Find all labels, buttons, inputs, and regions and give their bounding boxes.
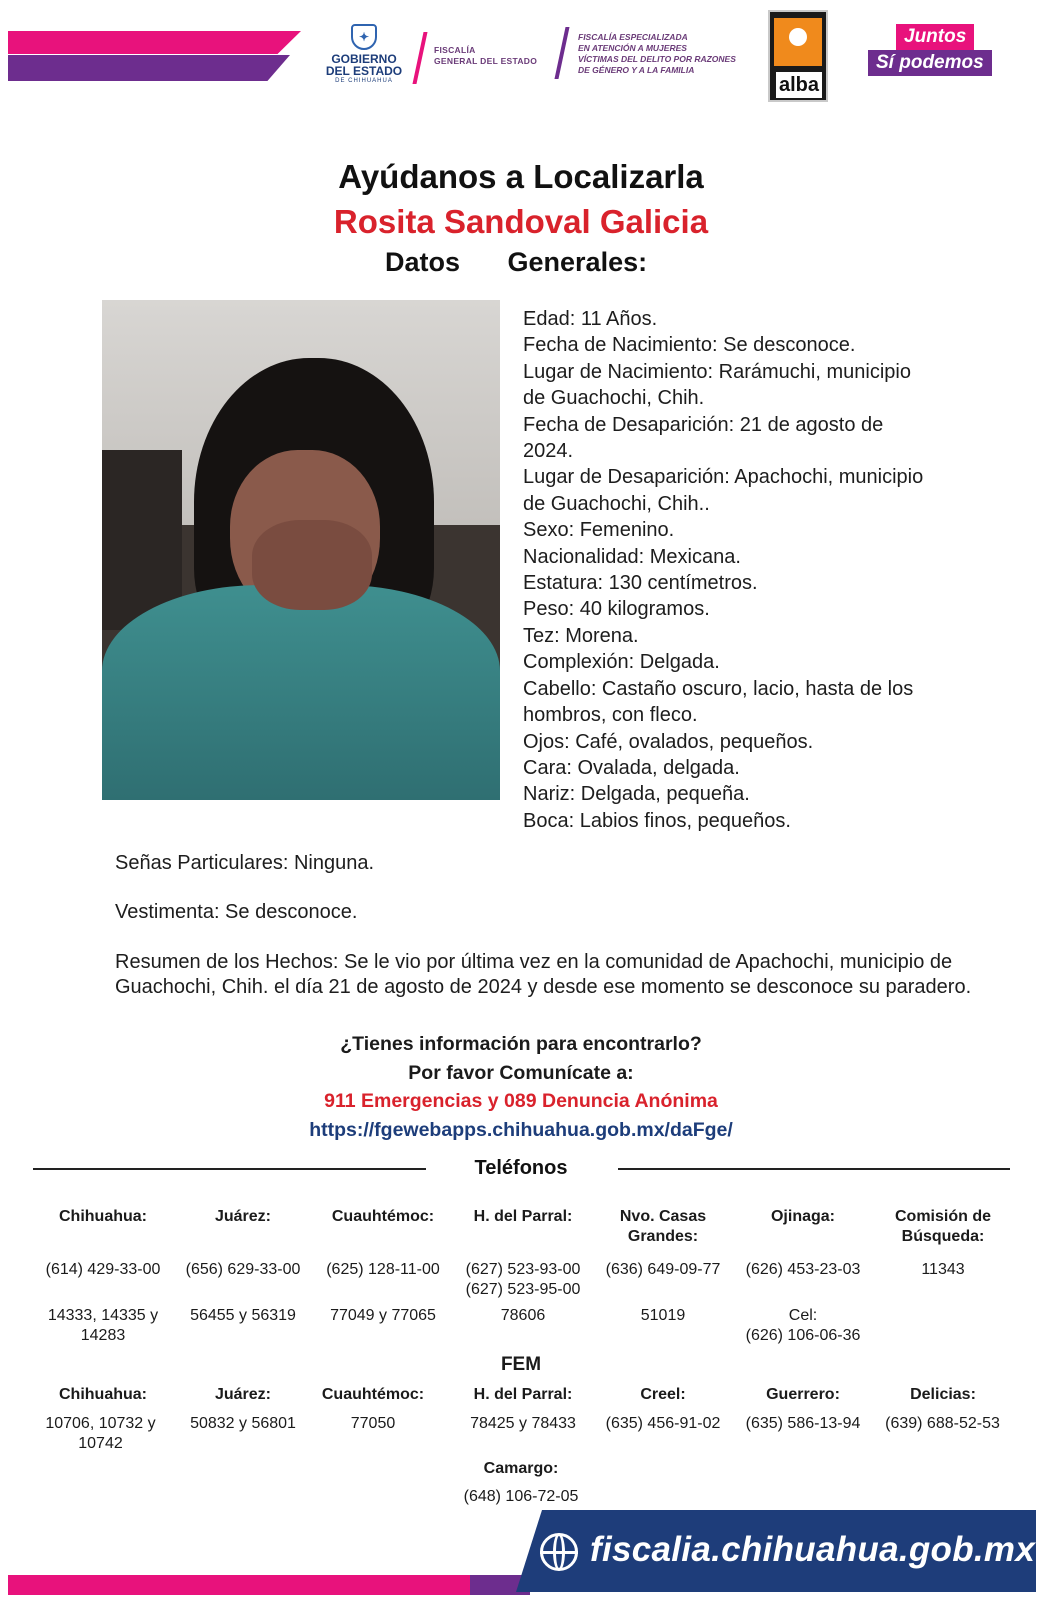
fem-line1: FISCALÍA ESPECIALIZADA [578, 32, 688, 42]
detail-line: Fecha de Desaparición: 21 de agosto de [523, 413, 884, 436]
header-pink-stripe [8, 31, 301, 54]
juntos-logo [868, 24, 1008, 78]
fem-header: Guerrero: [766, 1386, 840, 1403]
detail-line: 2024. [523, 440, 574, 463]
tel-cell: 14333, 14335 y 14283 [47, 1307, 159, 1344]
person-name: Rosita Sandoval Galicia [333, 203, 709, 240]
fem-title: FEM [500, 1354, 542, 1375]
fem-cell: (635) 586-13-94 [745, 1415, 861, 1432]
protocolo-alba-logo [768, 10, 828, 102]
vestimenta: Vestimenta: Se desconoce. [115, 901, 358, 923]
fem-logo [578, 32, 736, 76]
detail-line: Lugar de Desaparición: Apachochi, municipio [523, 466, 924, 489]
emergency-numbers: 911 Emergencias y 089 Denuncia Anónima [324, 1090, 718, 1112]
missing-person-photo [102, 300, 500, 800]
tel-header: Cuauhtémoc: [331, 1208, 435, 1225]
camargo-phone: (648) 106-72-05 [463, 1488, 579, 1505]
fem-cell: 78425 y 78433 [470, 1415, 576, 1432]
details-list [523, 306, 993, 834]
camargo-label: Camargo: [483, 1460, 559, 1477]
detail-line: Cabello: Castaño oscuro, lacio, hasta de los [523, 677, 914, 700]
fiscalia-logo [434, 45, 537, 67]
detail-line: de Guachochi, Chih. [523, 387, 705, 410]
detail-line: Estatura: 130 centímetros. [523, 572, 758, 595]
tel-cell: (636) 649-09-77 [605, 1261, 721, 1278]
alba-word: alba [776, 72, 822, 98]
tel-cell: Cel: (626) 106-06-36 [745, 1307, 861, 1344]
detail-line: Sexo: Femenino. [523, 519, 675, 542]
divider-slash-purple [554, 27, 569, 79]
fem-header: Chihuahua: [59, 1386, 147, 1403]
tel-cell: 51019 [640, 1307, 686, 1324]
detail-line: Nacionalidad: Mexicana. [523, 545, 741, 568]
fem-header: Cuauhtémoc: [321, 1386, 425, 1403]
detail-line: Edad: 11 Años. [523, 308, 658, 330]
contact-question: ¿Tienes información para encontrarlo? [340, 1033, 702, 1055]
fem-cell: 77050 [350, 1415, 396, 1432]
fem-line4: DE GÉNERO Y A LA FAMILIA [578, 65, 695, 75]
divider-slash [412, 32, 427, 84]
gobierno-line3: DE CHIHUAHUA [335, 78, 393, 84]
senas-particulares: Señas Particulares: Ninguna. [115, 852, 375, 874]
fiscalia-line1: FISCALÍA [434, 45, 476, 55]
tel-cell: 78606 [500, 1307, 546, 1324]
tel-cell: 77049 y 77065 [330, 1307, 436, 1324]
fem-cell: 10706, 10732 y 10742 [45, 1415, 156, 1452]
tel-cell: 56455 y 56319 [190, 1307, 296, 1324]
contact-please: Por favor Comunícate a: [408, 1062, 634, 1084]
footer-pink-stripe [8, 1575, 478, 1595]
fem-header: H. del Parral: [473, 1386, 573, 1403]
tel-header: Nvo. Casas Grandes: [619, 1208, 707, 1245]
fem-header: Creel: [640, 1386, 686, 1403]
header-purple-stripe [8, 55, 290, 81]
resumen-hechos [115, 950, 1015, 1000]
gobierno-line1: GOBIERNO [331, 52, 397, 66]
detail-line: Tez: Morena. [523, 624, 639, 647]
fem-cell: (639) 688-52-53 [885, 1415, 1000, 1432]
gobierno-line2: DEL ESTADO [325, 64, 403, 78]
fiscalia-line2: GENERAL DEL ESTADO [434, 56, 538, 66]
detail-line: Complexión: Delgada. [523, 651, 720, 674]
footer-website[interactable]: fiscalia.chihuahua.gob.mx [590, 1530, 1036, 1569]
tel-cell: (614) 429-33-00 [45, 1261, 161, 1278]
fem-line2: EN ATENCIÓN A MUJERES [578, 43, 687, 53]
detail-line: hombros, con fleco. [523, 704, 698, 727]
detail-line: Cara: Ovalada, delgada. [523, 756, 740, 779]
juntos-line1: Juntos [896, 24, 974, 50]
tel-cell: (627) 523-93-00 (627) 523-95-00 [465, 1261, 581, 1298]
tel-cell: (656) 629-33-00 [185, 1261, 301, 1278]
denuncia-link[interactable]: https://fgewebapps.chihuahua.gob.mx/daFge/ [309, 1119, 733, 1141]
globe-icon [540, 1533, 578, 1571]
fem-cell: (635) 456-91-02 [605, 1415, 721, 1432]
resumen-line2: Guachochi, Chih. el día 21 de agosto de 2024 y desde ese momento se desconoce su paradero. [115, 976, 972, 998]
detail-line: Lugar de Nacimiento: Rarámuchi, municipio [523, 360, 911, 383]
detail-line: Nariz: Delgada, pequeña. [523, 783, 750, 806]
tel-cell: 11343 [921, 1261, 965, 1278]
gobierno-logo [318, 24, 410, 84]
juntos-line2: Sí podemos [868, 50, 992, 76]
detail-line: Peso: 40 kilogramos. [523, 598, 710, 621]
shield-icon: ✦ [351, 24, 377, 50]
tel-header: Juárez: [214, 1208, 272, 1225]
fem-header: Delicias: [910, 1386, 976, 1403]
fem-header: Juárez: [214, 1386, 272, 1403]
telefonos-title: Teléfonos [474, 1157, 568, 1179]
detail-line: Boca: Labios finos, pequeños. [523, 809, 791, 832]
tel-header: Chihuahua: [59, 1208, 147, 1225]
resumen-line1: Resumen de los Hechos: Se le vio por última vez en la comunidad de Apachochi, municipio de [115, 951, 953, 973]
datos-heading: Datos Generales: [385, 247, 648, 277]
fem-line3: VÍCTIMAS DEL DELITO POR RAZONES [578, 54, 736, 64]
tel-cell: (626) 453-23-03 [745, 1261, 861, 1278]
detail-line: Ojos: Café, ovalados, pequeños. [523, 730, 814, 753]
tel-cell: (625) 128-11-00 [326, 1261, 440, 1278]
alba-emblem [774, 18, 822, 66]
tel-header: Comisión de Búsqueda: [894, 1208, 991, 1245]
detail-line: de Guachochi, Chih.. [523, 492, 710, 515]
fem-cell: 50832 y 56801 [190, 1415, 296, 1432]
detail-line: Fecha de Nacimiento: Se desconoce. [523, 334, 856, 357]
tel-header: Ojinaga: [770, 1208, 835, 1225]
tel-header: H. del Parral: [473, 1208, 573, 1225]
page-title: Ayúdanos a Localizarla [338, 158, 704, 195]
